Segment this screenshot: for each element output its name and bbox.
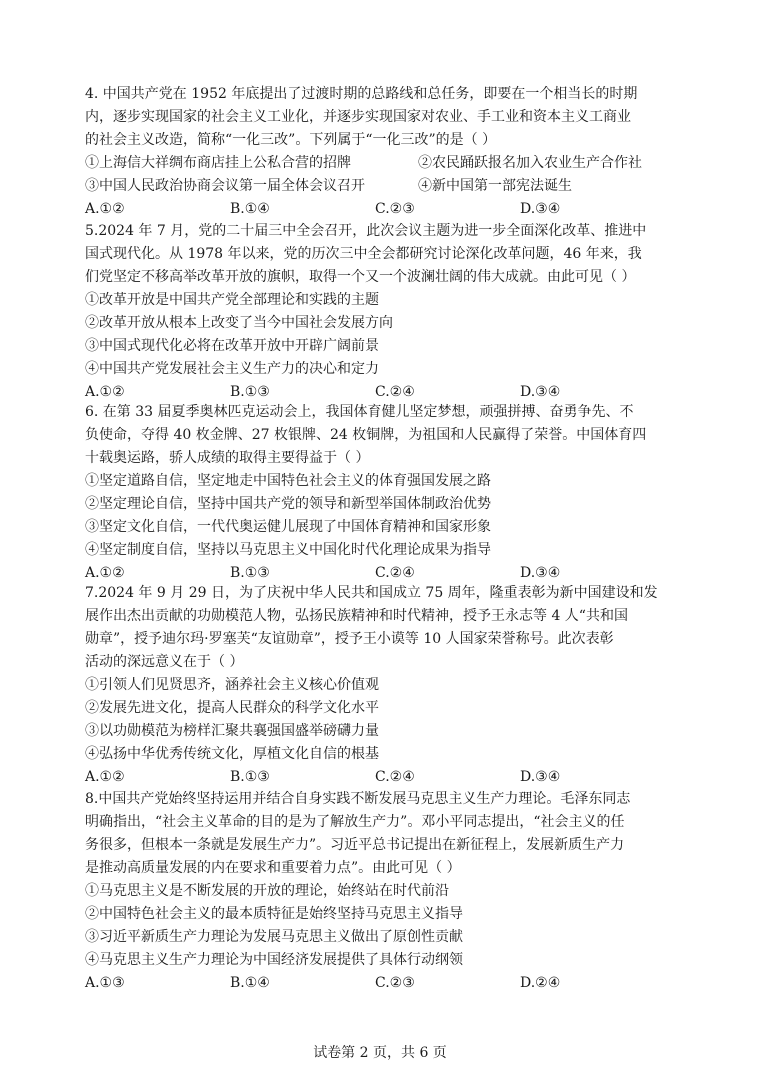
option-statement: ④马克思主义生产力理论为中国经济发展提供了具体行动纲领 <box>85 952 463 968</box>
choice-c: C.②④ <box>375 769 415 785</box>
option-statement: ③以功勋模范为榜样汇聚共襄强国盛举磅礴力量 <box>85 723 379 739</box>
question-stem-line: 的社会主义改造，简称“一化三改”。下列属于“一化三改”的是（ ） <box>85 132 497 148</box>
option-statement: ④新中国第一部宪法诞生 <box>418 178 572 194</box>
option-statement: ①改革开放是中国共产党全部理论和实践的主题 <box>85 292 379 308</box>
option-statement: ①引领人们见贤思齐，涵养社会主义核心价值观 <box>85 677 379 693</box>
option-statement: ②发展先进文化，提高人民群众的科学文化水平 <box>85 700 379 716</box>
question-stem-line: 4. 中国共产党在 1952 年底提出了过渡时期的总路线和总任务，即要在一个相当长的时期 <box>85 86 638 102</box>
choice-d: D.③④ <box>520 384 561 400</box>
option-statement: ④弘扬中华优秀传统文化，厚植文化自信的根基 <box>85 746 379 762</box>
option-statement: ③习近平新质生产力理论为发展马克思主义做出了原创性贡献 <box>85 929 463 945</box>
choice-d: D.③④ <box>520 565 561 581</box>
option-statement: ①坚定道路自信，坚定地走中国特色社会主义的体育强国发展之路 <box>85 473 491 489</box>
question-stem-line: 国式现代化。从 1978 年以来，党的历次三中全会都研究讨论深化改革问题，46 年来，我 <box>85 246 642 262</box>
question-stem-line: 8.中国共产党始终坚持运用并结合自身实践不断发展马克思主义生产力理论。毛泽东同志 <box>85 791 631 807</box>
option-statement: ②中国特色社会主义的最本质特征是始终坚持马克思主义指导 <box>85 906 463 922</box>
choice-c: C.②④ <box>375 384 415 400</box>
choice-b: B.①③ <box>230 565 270 581</box>
choice-b: B.①④ <box>230 975 270 991</box>
choice-b: B.①③ <box>230 384 270 400</box>
question-stem-line: 7.2024 年 9 月 29 日，为了庆祝中华人民共和国成立 75 周年，隆重表彰为新中国建设和发 <box>85 585 658 601</box>
choice-a: A.①② <box>85 201 125 217</box>
question-6 <box>85 401 690 585</box>
option-statement: ③中国人民政治协商会议第一届全体会议召开 <box>85 178 365 194</box>
answer-choices <box>85 972 690 995</box>
option-statement: ②改革开放从根本上改变了当今中国社会发展方向 <box>85 315 393 331</box>
answer-choices <box>85 766 690 789</box>
question-stem-line: 务很多，但根本一条就是发展生产力”。习近平总书记提出在新征程上，发展新质生产力 <box>85 837 625 853</box>
question-7 <box>85 582 690 789</box>
option-statement: ③中国式现代化必将在改革开放中开辟广阔前景 <box>85 338 379 354</box>
choice-d: D.②④ <box>520 975 561 991</box>
choice-a: A.①③ <box>85 975 125 991</box>
choice-a: A.①② <box>85 384 125 400</box>
choice-d: D.③④ <box>520 201 561 217</box>
question-stem-line: 勋章”，授予迪尔玛·罗塞芙“友谊勋章”，授予王小谟等 10 人国家荣誉称号。此次表彰 <box>85 631 614 647</box>
option-statement: ③坚定文化自信，一代代奥运健儿展现了中国体育精神和国家形象 <box>85 519 491 535</box>
choice-c: C.②③ <box>375 201 415 217</box>
question-stem-line: 负使命，夺得 40 枚金牌、27 枚银牌、24 枚铜牌，为祖国和人民赢得了荣誉。中国体育四 <box>85 427 647 443</box>
option-statement: ④中国共产党发展社会主义生产力的决心和定力 <box>85 361 379 377</box>
choice-c: C.②③ <box>375 975 415 991</box>
option-statement: ①上海信大祥绸布商店挂上公私合营的招牌 <box>85 155 351 171</box>
choice-b: B.①③ <box>230 769 270 785</box>
question-5 <box>85 220 690 404</box>
choice-c: C.②④ <box>375 565 415 581</box>
question-stem-line: 们党坚定不移高举改革开放的旗帜，取得一个又一个波澜壮阔的伟大成就。由此可见（ ） <box>85 269 636 285</box>
answer-choices <box>85 198 690 221</box>
question-stem-line: 十载奥运路，骄人成绩的取得主要得益于（ ） <box>85 450 370 466</box>
question-stem-line: 明确指出，“社会主义革命的目的是为了解放生产力”。邓小平同志提出，“社会主义的任 <box>85 814 625 830</box>
question-stem-line: 5.2024 年 7 月，党的二十届三中全会召开，此次会议主题为进一步全面深化改革、推进中 <box>85 223 647 239</box>
option-statement: ④坚定制度自信，坚持以马克思主义中国化时代化理论成果为指导 <box>85 542 491 558</box>
option-statement: ②农民踊跃报名加入农业生产合作社 <box>418 155 642 171</box>
choice-a: A.①② <box>85 769 125 785</box>
question-stem-line: 展作出杰出贡献的功勋模范人物，弘扬民族精神和时代精神，授予王永志等 4 人“共和国 <box>85 608 628 624</box>
option-statement: ①马克思主义是不断发展的开放的理论，始终站在时代前沿 <box>85 883 449 899</box>
option-statement: ②坚定理论自信，坚持中国共产党的领导和新型举国体制政治优势 <box>85 496 491 512</box>
option-row <box>85 175 690 198</box>
choice-a: A.①② <box>85 565 125 581</box>
question-stem-line: 6. 在第 33 届夏季奥林匹克运动会上，我国体育健儿坚定梦想，顽强拼搏、奋勇争先、不 <box>85 404 634 420</box>
choice-b: B.①④ <box>230 201 270 217</box>
choice-d: D.③④ <box>520 769 561 785</box>
page-footer: 试卷第 2 页，共 6 页 <box>313 1045 447 1061</box>
option-row <box>85 152 690 175</box>
question-stem-line: 活动的深远意义在于（ ） <box>85 654 244 670</box>
question-stem-line: 内，逐步实现国家的社会主义工业化，并逐步实现国家对农业、手工业和资本主义工商业 <box>85 109 631 125</box>
question-4 <box>85 83 690 221</box>
question-8 <box>85 788 690 995</box>
question-stem-line: 是推动高质量发展的内在要求和重要着力点”。由此可见（ ） <box>85 860 461 876</box>
